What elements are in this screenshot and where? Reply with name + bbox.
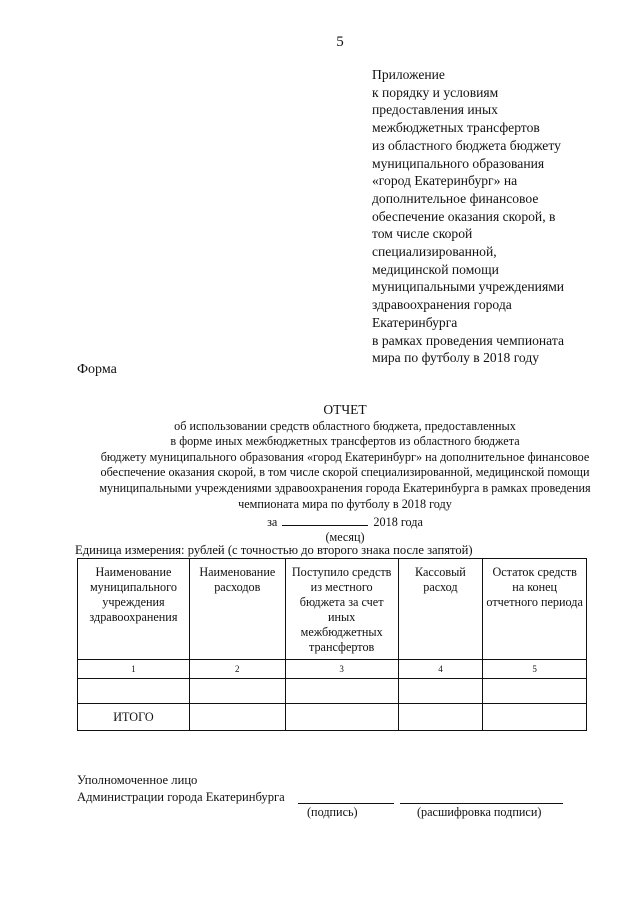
signature-decoding-field[interactable] — [400, 803, 563, 804]
appendix-line: межбюджетных трансфертов — [372, 120, 540, 136]
header-cell-expense-name: Наименование расходов — [189, 559, 285, 660]
report-subtitle-line: муниципальными учреждениями здравоохранения города Екатеринбурга в рамках проведения — [99, 480, 591, 495]
signature-field[interactable] — [298, 803, 394, 804]
column-number: 5 — [483, 660, 587, 679]
report-heading — [70, 402, 620, 512]
month-blank-field[interactable] — [282, 514, 368, 526]
column-number: 3 — [285, 660, 398, 679]
table-cell[interactable] — [483, 704, 587, 731]
appendix-line: «город Екатеринбург» на — [372, 173, 518, 189]
appendix-line: обеспечение оказания скорой, в — [372, 208, 556, 224]
column-number-row — [78, 660, 587, 679]
header-cell-balance: Остаток средств на конец отчетного периода — [483, 559, 587, 660]
total-label: ИТОГО — [78, 704, 190, 731]
header-cell-received: Поступило средств из местного бюджета за счет иных межбюджетных трансфертов — [285, 559, 398, 660]
column-number: 1 — [78, 660, 190, 679]
appendix-line: в рамках проведения чемпионата — [372, 332, 565, 348]
report-subtitle-line: в форме иных межбюджетных трансфертов из областного бюджета — [170, 434, 520, 449]
appendix-block — [372, 66, 634, 367]
report-title: ОТЧЕТ — [323, 402, 367, 417]
month-caption: (месяц) — [325, 530, 365, 544]
column-number: 2 — [189, 660, 285, 679]
report-subtitle-line: бюджету муниципального образования «город Екатеринбург» на дополнительное финансовое — [100, 449, 590, 464]
table-cell[interactable] — [398, 679, 483, 704]
appendix-line: мира по футболу в 2018 году — [372, 350, 540, 366]
signatory-title: Уполномоченное лицо — [77, 773, 198, 787]
table-header-row — [78, 559, 587, 660]
appendix-line: муниципального образования — [372, 155, 545, 171]
form-label: Форма — [77, 362, 117, 377]
appendix-line: из областного бюджета бюджету — [372, 137, 561, 153]
page-number: 5 — [336, 34, 344, 50]
appendix-line: медицинской помощи — [372, 261, 499, 277]
signatory-organization: Администрации города Екатеринбурга — [77, 790, 285, 804]
column-number: 4 — [398, 660, 483, 679]
report-table — [77, 558, 587, 731]
appendix-line: Екатеринбурга — [372, 314, 458, 330]
signature-decoding-caption: (расшифровка подписи) — [417, 805, 542, 819]
table-cell[interactable] — [285, 704, 398, 731]
header-cell-cash-expense: Кассовый расход — [398, 559, 483, 660]
period-suffix: 2018 года — [373, 515, 423, 529]
appendix-line: муниципальными учреждениями — [372, 279, 565, 295]
appendix-line: специализированной, — [372, 244, 497, 260]
appendix-line: предоставления иных — [372, 102, 498, 118]
appendix-line: здравоохранения города — [372, 297, 512, 313]
report-subtitle-line: обеспечение оказания скорой, в том числе скорой специализированной, медицинской помощи — [100, 465, 590, 480]
report-subtitle-line: чемпионата мира по футболу в 2018 году — [238, 496, 452, 511]
unit-of-measure: Единица измерения: рублей (с точностью до второго знака после запятой) — [75, 543, 473, 557]
report-period — [0, 514, 640, 530]
appendix-line: дополнительное финансовое — [372, 190, 539, 206]
table-cell[interactable] — [285, 679, 398, 704]
total-row — [78, 704, 587, 731]
table-cell[interactable] — [398, 704, 483, 731]
appendix-line: том числе скорой — [372, 226, 473, 242]
table-cell[interactable] — [189, 704, 285, 731]
table-cell[interactable] — [78, 679, 190, 704]
appendix-line: Приложение — [372, 67, 445, 82]
appendix-line: к порядку и условиям — [372, 84, 499, 100]
table-row — [78, 679, 587, 704]
report-subtitle-line: об использовании средств областного бюджета, предоставленных — [174, 418, 516, 433]
header-cell-institution: Наименование муниципального учреждения здравоохранения — [78, 559, 190, 660]
period-prefix: за — [267, 515, 278, 529]
signature-caption: (подпись) — [307, 805, 358, 819]
table-cell[interactable] — [189, 679, 285, 704]
table-cell[interactable] — [483, 679, 587, 704]
